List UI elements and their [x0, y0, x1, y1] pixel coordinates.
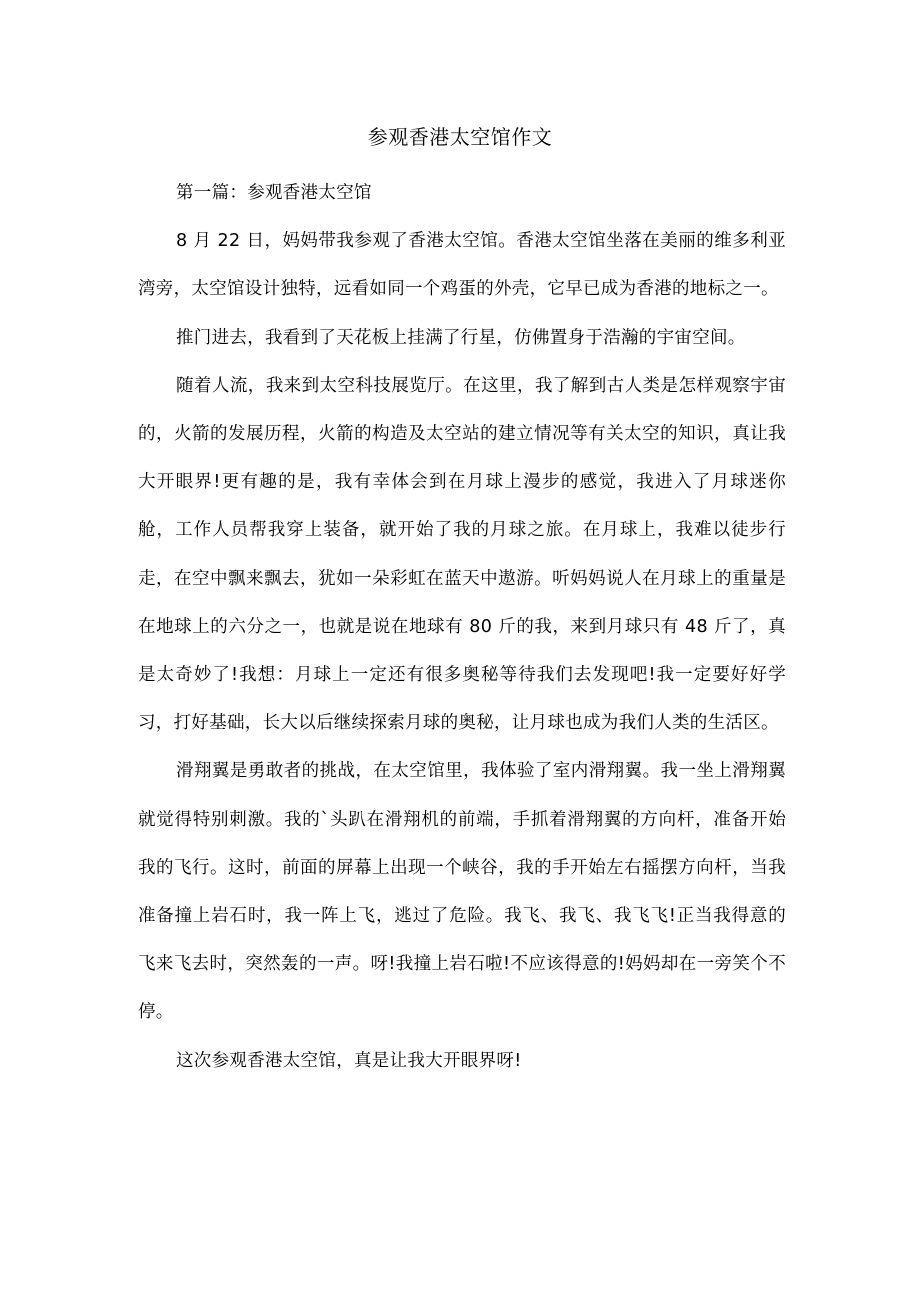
paragraph: 随着人流，我来到太空科技展览厅。在这里，我了解到古人类是怎样观察宇宙的，火箭的发展历程，火箭的构造及太空站的建立情况等有关太空的知识，真让我大开眼界!更有趣的是，我有幸体会到在月球上漫步的感觉，我进入了月球迷你舱，工作人员帮我穿上装备，就开始了我的月球之旅。在月球上，我难以徒步行走，在空中飘来飘去，犹如一朵彩虹在蓝天中遨游。听妈妈说人在月球上的重量是在地球上的六分之一，也就是说在地球有 80 斤的我，来到月球只有 48 斤了，真是太奇妙了!我想：月球上一定还有很多奥秘等待我们去发现吧!我一定要好好学习，打好基础，长大以后继续探索月球的奥秘，让月球也成为我们人类的生活区。	[138, 375, 786, 734]
paragraph: 滑翔翼是勇敢者的挑战，在太空馆里，我体验了室内滑翔翼。我一坐上滑翔翼就觉得特别刺激。我的`头趴在滑翔机的前端，手抓着滑翔翼的方向杆，准备开始我的飞行。这时，前面的屏幕上出现一个峡谷，我的手开始左右摇摆方向杆，当我准备撞上岩石时，我一阵上飞，逃过了危险。我飞、我飞、我飞飞!正当我得意的飞来飞去时，突然轰的一声。呀!我撞上岩石啦!不应该得意的!妈妈却在一旁笑个不停。	[138, 761, 786, 1023]
paragraph: 这次参观香港太空馆，真是让我大开眼界呀!	[176, 1050, 522, 1071]
document-title: 参观香港太空馆作文	[367, 125, 553, 149]
paragraph: 8 月 22 日，妈妈带我参观了香港太空馆。香港太空馆坐落在美丽的维多利亚湾旁，太空馆设计独特，远看如同一个鸡蛋的外壳，它早已成为香港的地标之一。	[138, 231, 786, 300]
section-heading: 第一篇：参观香港太空馆	[176, 183, 372, 203]
document-body	[138, 169, 786, 1085]
paragraph: 推门进去，我看到了天花板上挂满了行星，仿佛置身于浩瀚的宇宙空间。	[176, 327, 746, 348]
